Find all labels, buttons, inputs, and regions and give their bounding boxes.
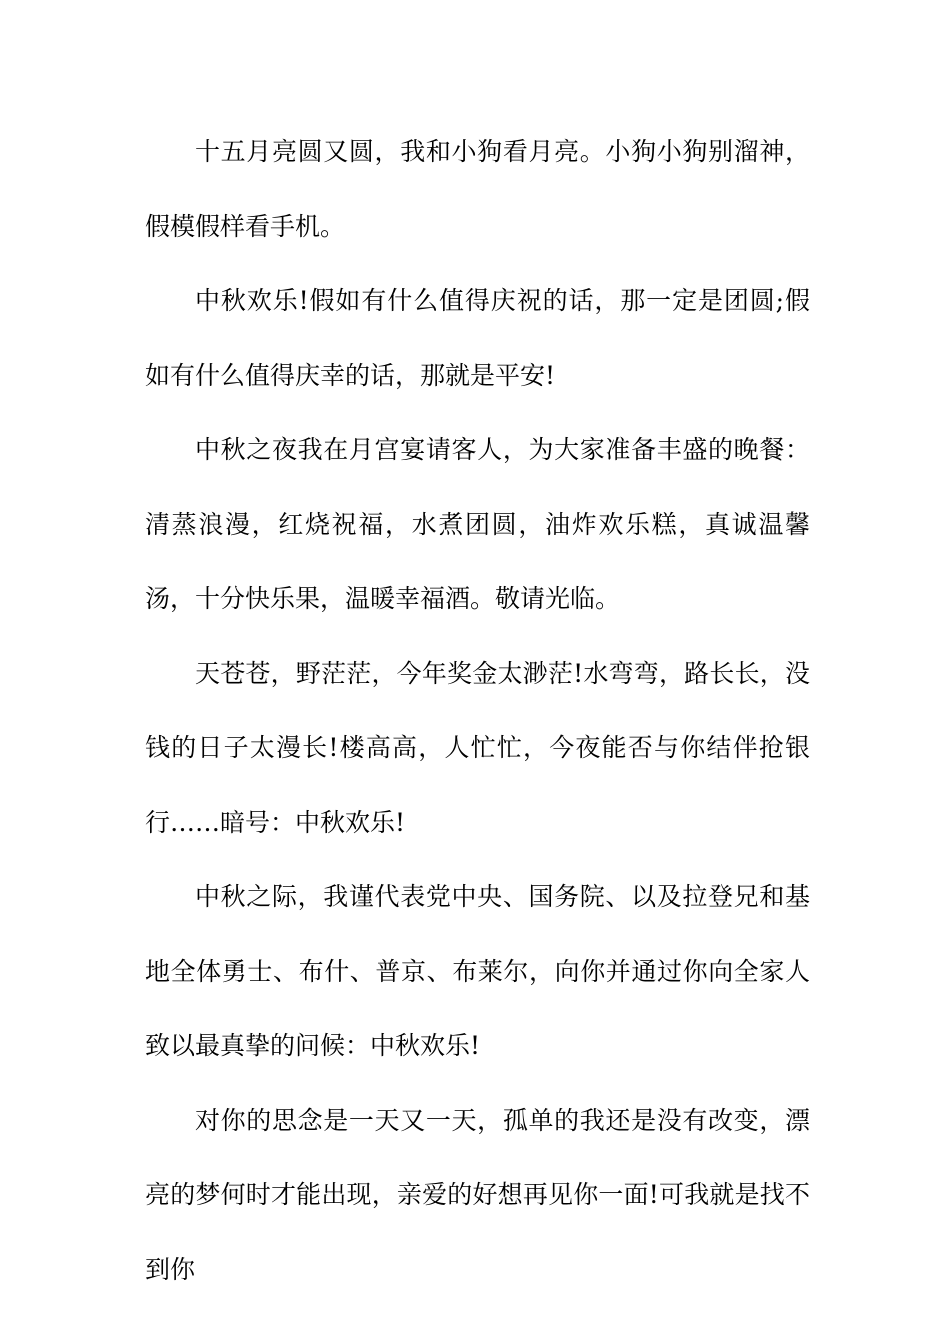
paragraph-3: 中秋之夜我在月宫宴请客人，为大家准备丰盛的晚餐：清蒸浪漫，红烧祝福，水煮团圆，油炸欢乐糕，真诚温馨汤，十分快乐果，温暖幸福酒。敬请光临。 [145, 435, 810, 613]
paragraph-5: 中秋之际，我谨代表党中央、国务院、以及拉登兄和基地全体勇士、布什、普京、布莱尔，向你并通过你向全家人致以最真挚的问候：中秋欢乐! [145, 882, 810, 1060]
document-body [145, 115, 810, 1307]
paragraph-4: 天苍苍，野茫茫，今年奖金太渺茫!水弯弯，路长长，没钱的日子太漫长!楼高高，人忙忙，今夜能否与你结伴抢银行……暗号：中秋欢乐! [145, 658, 810, 837]
paragraph-6: 对你的思念是一天又一天，孤单的我还是没有改变，漂亮的梦何时才能出现，亲爱的好想再见你一面!可我就是找不到你 [145, 1105, 810, 1284]
paragraph-1: 十五月亮圆又圆，我和小狗看月亮。小狗小狗别溜神，假模假样看手机。 [145, 137, 810, 241]
paragraph-2: 中秋欢乐!假如有什么值得庆祝的话，那一定是团圆;假如有什么值得庆幸的话，那就是平安! [145, 286, 810, 390]
